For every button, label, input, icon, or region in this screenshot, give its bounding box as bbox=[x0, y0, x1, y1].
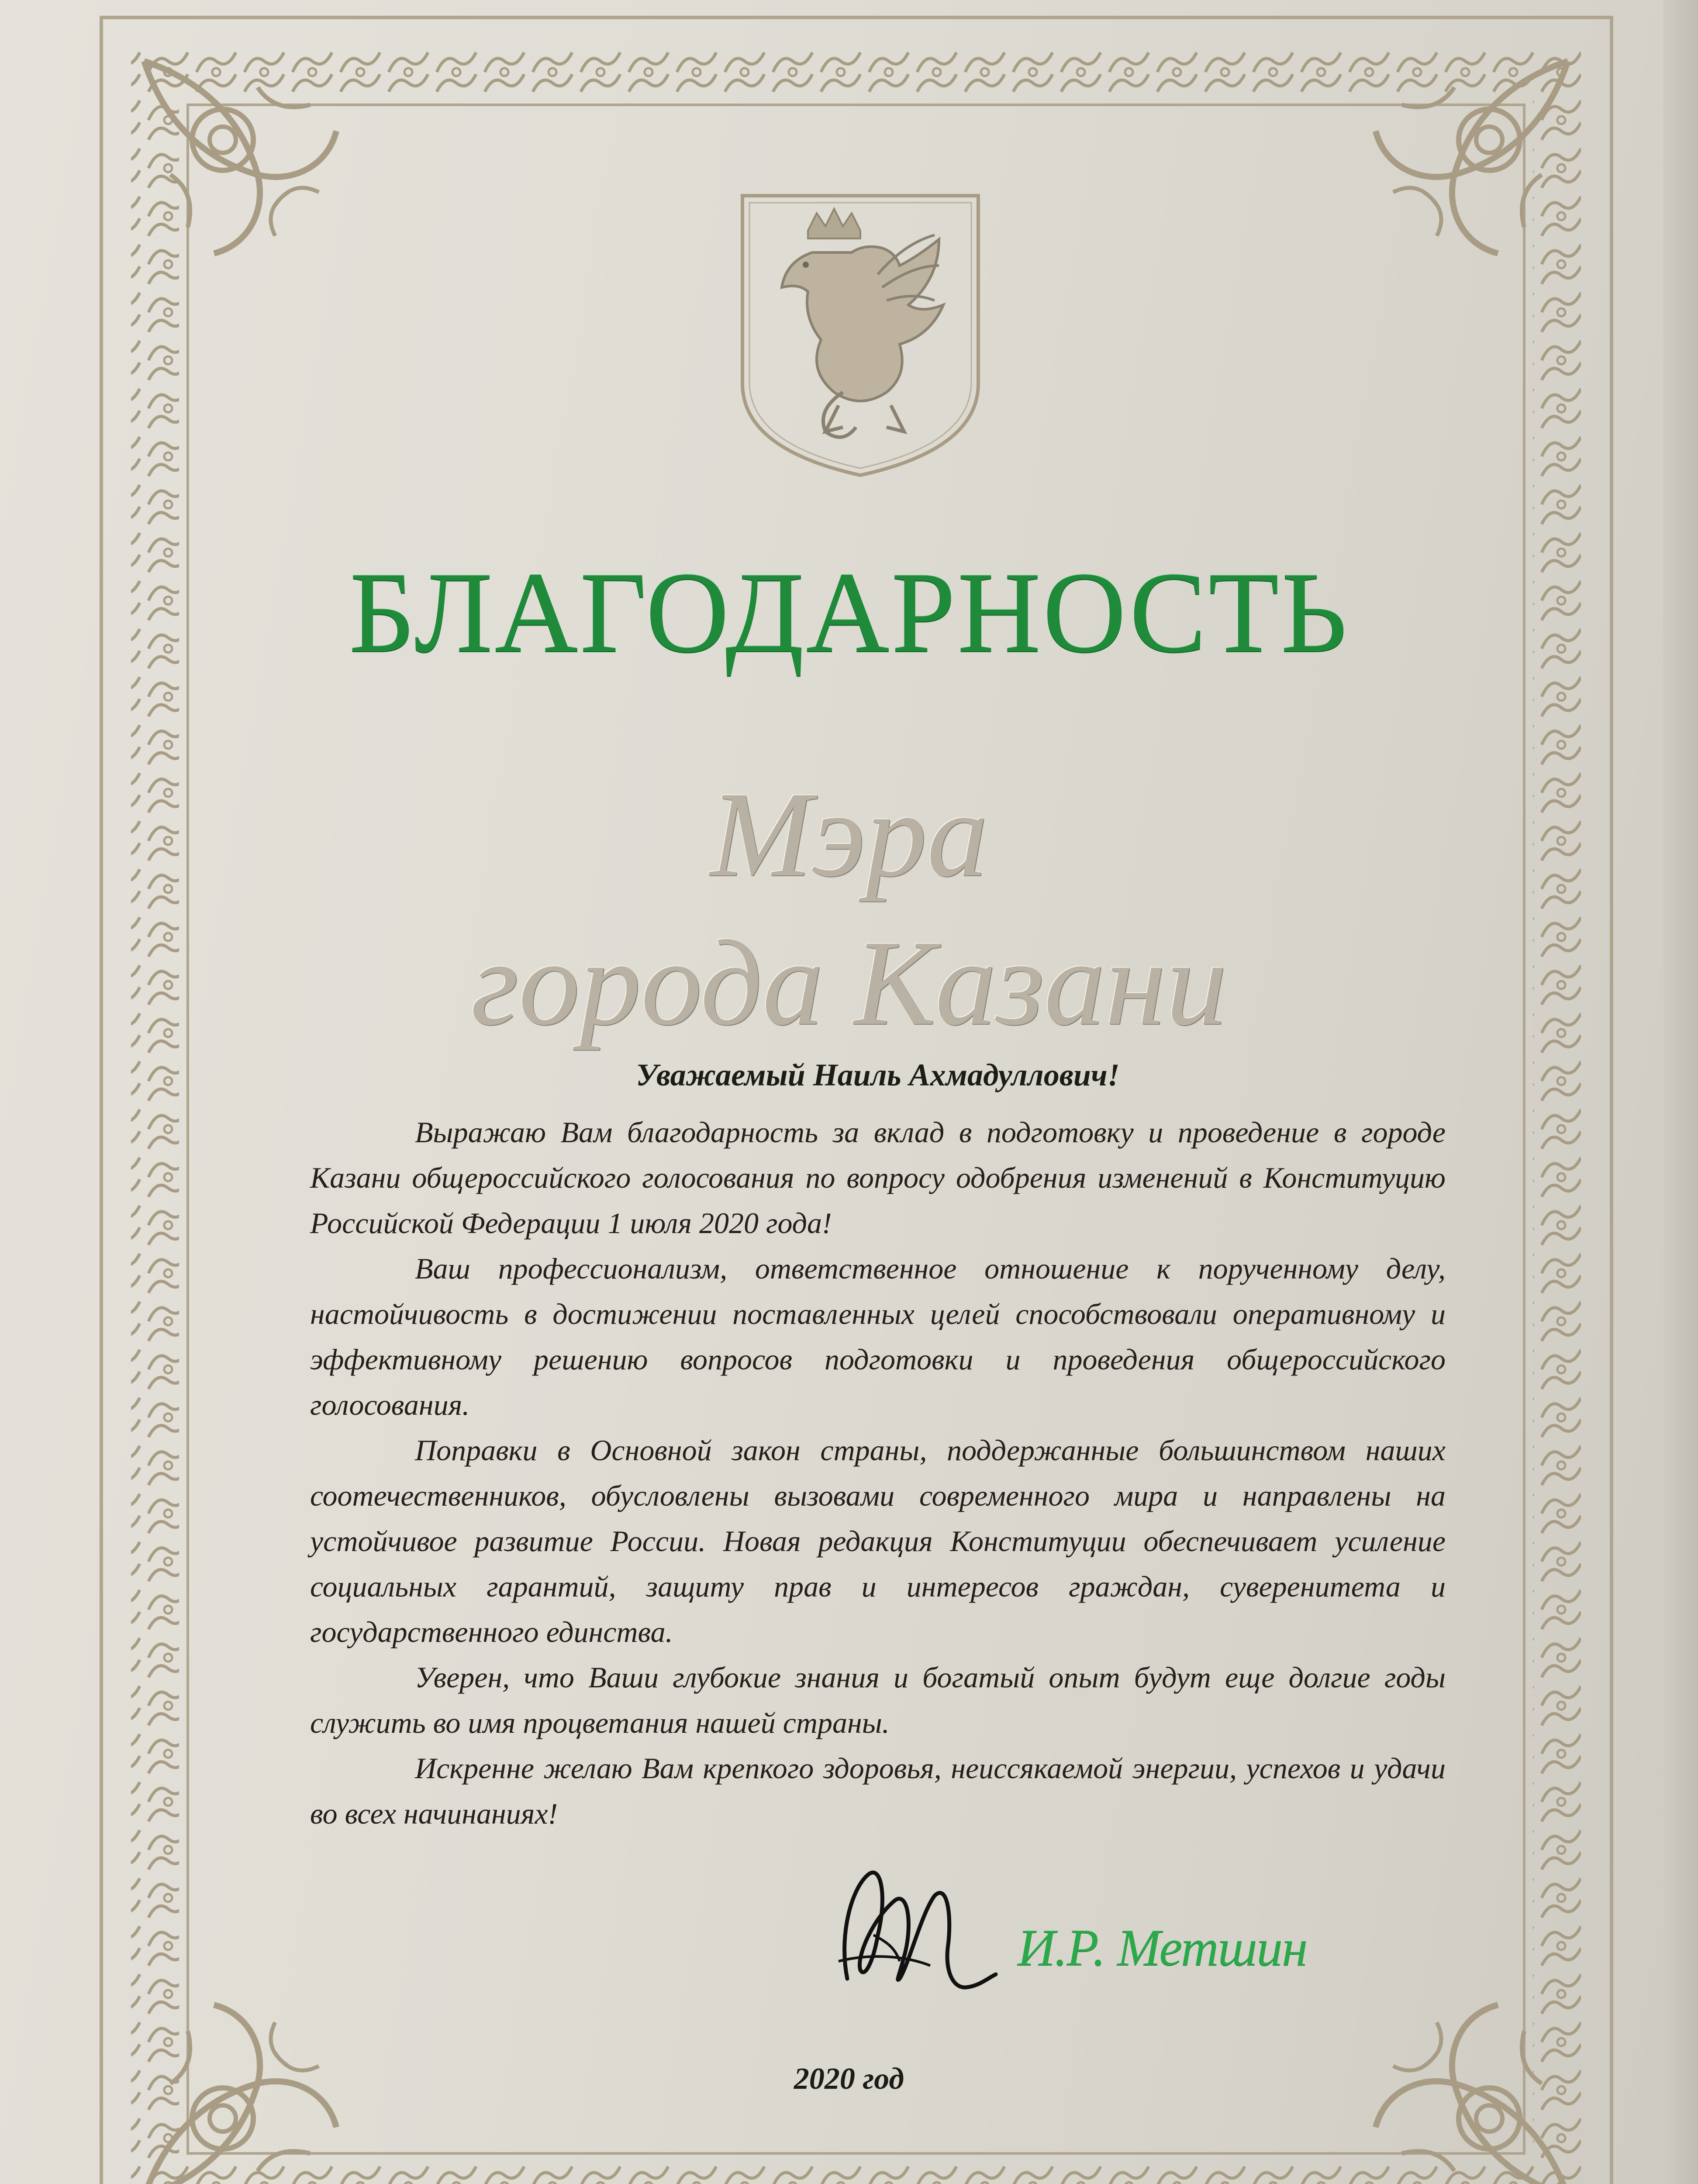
paragraph-3: Поправки в Основной закон страны, поддержанные большинством наших соотечественников, обусловлены вызовами современного мира и направлены на устойчивое развитие России. Новая редакция Конституции обеспечивает усиление социальных гарантий, защиту прав и интересов граждан, суверенитета и государственного единства. bbox=[310, 1434, 1446, 1648]
letter-body bbox=[310, 1109, 1446, 1836]
paragraph-1: Выражаю Вам благодарность за вклад в подготовку и проведение в городе Казани общероссийского голосования по вопросу одобрения изменений в Конституцию Российской Федерации 1 июля 2020 года! bbox=[310, 1116, 1446, 1240]
greeting: Уважаемый Наиль Ахмадуллович! bbox=[636, 1057, 1120, 1092]
signer-name: И.Р. Метшин bbox=[1018, 1918, 1307, 1977]
handwritten-signature bbox=[821, 1848, 1004, 2005]
issuer-line-1: Мэра bbox=[710, 766, 988, 902]
issuer-line-2: города Казани bbox=[471, 915, 1227, 1051]
paragraph-4: Уверен, что Ваши глубокие знания и богатый опыт будут еще долгие годы служить во имя процветания нашей страны. bbox=[310, 1661, 1446, 1739]
document-year: 2020 год bbox=[794, 2062, 904, 2096]
paragraph-2: Ваш профессионализм, ответственное отношение к порученному делу, настойчивость в достижении поставленных целей способствовали оперативному и эффективному решению вопросов подготовки и проведения общероссийского голосования. bbox=[310, 1252, 1446, 1421]
document-title: БЛАГОДАРНОСТЬ bbox=[349, 549, 1349, 677]
kazan-coat-of-arms-icon bbox=[734, 187, 987, 484]
paragraph-5: Искренне желаю Вам крепкого здоровья, неиссякаемой энергии, успехов и удачи во всех начинаниях! bbox=[310, 1752, 1446, 1830]
